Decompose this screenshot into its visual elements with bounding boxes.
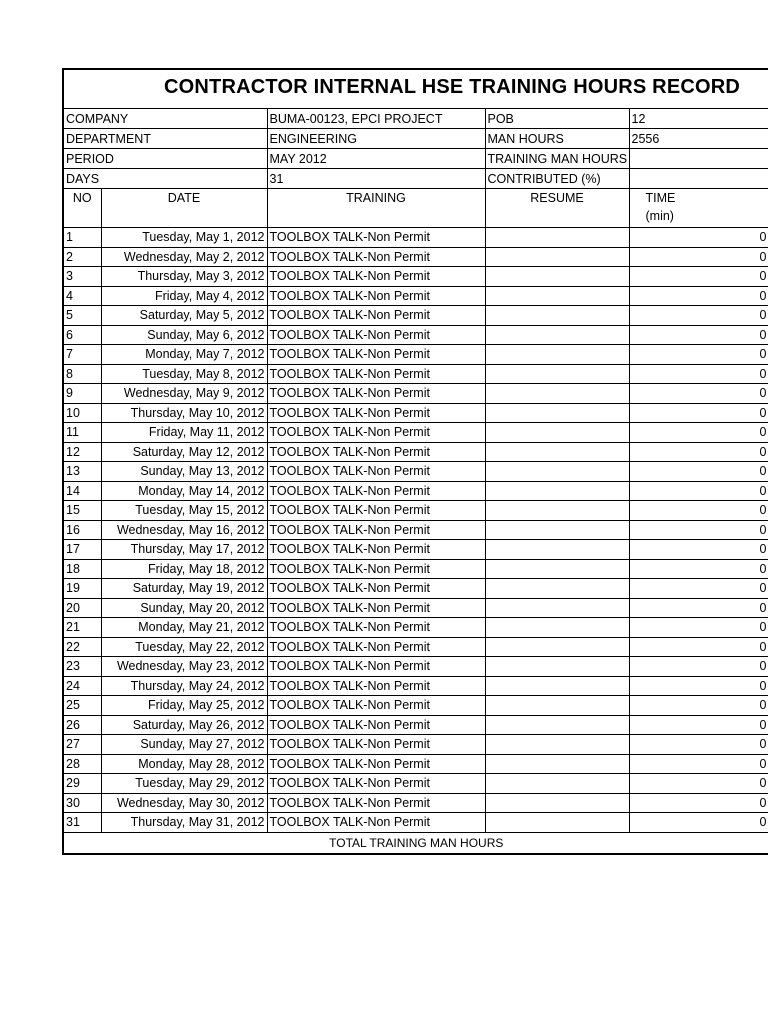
row-training: TOOLBOX TALK-Non Permit	[267, 676, 485, 696]
row-time: 0	[629, 325, 768, 345]
row-resume	[485, 735, 629, 755]
row-date: Thursday, May 31, 2012	[101, 813, 267, 833]
row-resume	[485, 793, 629, 813]
row-no: 14	[63, 481, 101, 501]
table-row	[63, 286, 768, 306]
row-training: TOOLBOX TALK-Non Permit	[267, 286, 485, 306]
row-training: TOOLBOX TALK-Non Permit	[267, 325, 485, 345]
row-no: 30	[63, 793, 101, 813]
row-training: TOOLBOX TALK-Non Permit	[267, 754, 485, 774]
column-header-no: NO	[63, 189, 101, 228]
row-training: TOOLBOX TALK-Non Permit	[267, 462, 485, 482]
row-date: Friday, May 4, 2012	[101, 286, 267, 306]
row-training: TOOLBOX TALK-Non Permit	[267, 228, 485, 248]
page-title: CONTRACTOR INTERNAL HSE TRAINING HOURS RECORD	[164, 76, 741, 98]
table-row	[63, 715, 768, 735]
row-no: 6	[63, 325, 101, 345]
row-date: Friday, May 11, 2012	[101, 423, 267, 443]
row-resume	[485, 540, 629, 560]
row-date: Saturday, May 5, 2012	[101, 306, 267, 326]
row-time: 0	[629, 481, 768, 501]
row-time: 0	[629, 735, 768, 755]
row-date: Saturday, May 12, 2012	[101, 442, 267, 462]
row-resume	[485, 462, 629, 482]
row-time: 0	[629, 423, 768, 443]
info-label2: CONTRIBUTED (%)	[485, 169, 629, 189]
row-time: 0	[629, 364, 768, 384]
table-row	[63, 364, 768, 384]
row-date: Thursday, May 17, 2012	[101, 540, 267, 560]
info-label: COMPANY	[63, 109, 267, 129]
row-no: 24	[63, 676, 101, 696]
info-row-department	[63, 129, 768, 149]
info-value: ENGINEERING	[267, 129, 485, 149]
row-time: 0	[629, 286, 768, 306]
row-time: 0	[629, 813, 768, 833]
total-row	[63, 832, 768, 854]
row-time: 0	[629, 715, 768, 735]
row-resume	[485, 579, 629, 599]
row-training: TOOLBOX TALK-Non Permit	[267, 618, 485, 638]
table-row	[63, 540, 768, 560]
row-training: TOOLBOX TALK-Non Permit	[267, 442, 485, 462]
row-training: TOOLBOX TALK-Non Permit	[267, 813, 485, 833]
row-training: TOOLBOX TALK-Non Permit	[267, 481, 485, 501]
row-resume	[485, 384, 629, 404]
row-training: TOOLBOX TALK-Non Permit	[267, 403, 485, 423]
row-resume	[485, 559, 629, 579]
row-time: 0	[629, 754, 768, 774]
row-date: Wednesday, May 23, 2012	[101, 657, 267, 677]
row-resume	[485, 520, 629, 540]
info-label2: MAN HOURS	[485, 129, 629, 149]
row-training: TOOLBOX TALK-Non Permit	[267, 423, 485, 443]
info-value: BUMA-00123, EPCI PROJECT	[267, 109, 485, 129]
info-value: MAY 2012	[267, 149, 485, 169]
row-training: TOOLBOX TALK-Non Permit	[267, 598, 485, 618]
row-date: Sunday, May 6, 2012	[101, 325, 267, 345]
row-no: 26	[63, 715, 101, 735]
row-resume	[485, 774, 629, 794]
info-label2: POB	[485, 109, 629, 129]
table-row	[63, 228, 768, 248]
row-no: 12	[63, 442, 101, 462]
row-no: 17	[63, 540, 101, 560]
row-training: TOOLBOX TALK-Non Permit	[267, 267, 485, 287]
info-value2: 12	[629, 109, 768, 129]
row-no: 27	[63, 735, 101, 755]
row-resume	[485, 754, 629, 774]
row-training: TOOLBOX TALK-Non Permit	[267, 559, 485, 579]
row-date: Sunday, May 13, 2012	[101, 462, 267, 482]
row-training: TOOLBOX TALK-Non Permit	[267, 345, 485, 365]
column-header-date: DATE	[101, 189, 267, 228]
row-no: 11	[63, 423, 101, 443]
row-resume	[485, 696, 629, 716]
table-row	[63, 247, 768, 267]
table-row	[63, 403, 768, 423]
row-date: Sunday, May 20, 2012	[101, 598, 267, 618]
row-no: 7	[63, 345, 101, 365]
row-date: Tuesday, May 29, 2012	[101, 774, 267, 794]
row-training: TOOLBOX TALK-Non Permit	[267, 696, 485, 716]
row-resume	[485, 228, 629, 248]
table-row	[63, 735, 768, 755]
table-row	[63, 384, 768, 404]
row-no: 8	[63, 364, 101, 384]
row-time: 0	[629, 384, 768, 404]
record-table	[62, 108, 768, 855]
row-no: 25	[63, 696, 101, 716]
row-time: 0	[629, 598, 768, 618]
table-row	[63, 267, 768, 287]
table-row	[63, 481, 768, 501]
row-resume	[485, 247, 629, 267]
row-date: Thursday, May 3, 2012	[101, 267, 267, 287]
row-training: TOOLBOX TALK-Non Permit	[267, 520, 485, 540]
row-resume	[485, 618, 629, 638]
row-resume	[485, 637, 629, 657]
row-date: Tuesday, May 22, 2012	[101, 637, 267, 657]
row-date: Monday, May 7, 2012	[101, 345, 267, 365]
row-resume	[485, 403, 629, 423]
row-date: Friday, May 18, 2012	[101, 559, 267, 579]
total-label: TOTAL TRAINING MAN HOURS	[63, 832, 768, 854]
row-training: TOOLBOX TALK-Non Permit	[267, 364, 485, 384]
table-row	[63, 423, 768, 443]
table-row	[63, 676, 768, 696]
table-row	[63, 462, 768, 482]
row-time: 0	[629, 520, 768, 540]
row-resume	[485, 501, 629, 521]
table-row	[63, 813, 768, 833]
row-training: TOOLBOX TALK-Non Permit	[267, 579, 485, 599]
row-time: 0	[629, 559, 768, 579]
row-no: 23	[63, 657, 101, 677]
row-date: Tuesday, May 8, 2012	[101, 364, 267, 384]
row-no: 16	[63, 520, 101, 540]
info-row-period	[63, 149, 768, 169]
table-row	[63, 774, 768, 794]
row-no: 13	[63, 462, 101, 482]
row-no: 2	[63, 247, 101, 267]
row-date: Monday, May 14, 2012	[101, 481, 267, 501]
row-no: 28	[63, 754, 101, 774]
row-no: 21	[63, 618, 101, 638]
row-training: TOOLBOX TALK-Non Permit	[267, 384, 485, 404]
row-no: 1	[63, 228, 101, 248]
row-date: Monday, May 21, 2012	[101, 618, 267, 638]
row-date: Thursday, May 24, 2012	[101, 676, 267, 696]
row-date: Wednesday, May 2, 2012	[101, 247, 267, 267]
row-training: TOOLBOX TALK-Non Permit	[267, 715, 485, 735]
column-header-row	[63, 189, 768, 228]
row-no: 10	[63, 403, 101, 423]
row-no: 18	[63, 559, 101, 579]
row-date: Wednesday, May 9, 2012	[101, 384, 267, 404]
row-training: TOOLBOX TALK-Non Permit	[267, 247, 485, 267]
row-date: Tuesday, May 1, 2012	[101, 228, 267, 248]
row-time: 0	[629, 696, 768, 716]
table-row	[63, 793, 768, 813]
info-row-company	[63, 109, 768, 129]
table-row	[63, 325, 768, 345]
row-time: 0	[629, 618, 768, 638]
row-resume	[485, 813, 629, 833]
row-training: TOOLBOX TALK-Non Permit	[267, 306, 485, 326]
row-resume	[485, 481, 629, 501]
data-section	[63, 228, 768, 833]
info-value2	[629, 149, 768, 169]
info-label: PERIOD	[63, 149, 267, 169]
row-resume	[485, 306, 629, 326]
row-training: TOOLBOX TALK-Non Permit	[267, 793, 485, 813]
row-resume	[485, 676, 629, 696]
row-training: TOOLBOX TALK-Non Permit	[267, 637, 485, 657]
row-time: 0	[629, 267, 768, 287]
row-time: 0	[629, 501, 768, 521]
column-header-time-unit: (min)	[645, 209, 674, 223]
table-row	[63, 657, 768, 677]
info-value: 31	[267, 169, 485, 189]
row-resume	[485, 598, 629, 618]
column-header-resume: RESUME	[485, 189, 629, 228]
row-resume	[485, 657, 629, 677]
row-no: 5	[63, 306, 101, 326]
row-date: Wednesday, May 16, 2012	[101, 520, 267, 540]
table-row	[63, 345, 768, 365]
table-row	[63, 442, 768, 462]
row-resume	[485, 325, 629, 345]
row-time: 0	[629, 345, 768, 365]
row-date: Sunday, May 27, 2012	[101, 735, 267, 755]
row-no: 9	[63, 384, 101, 404]
info-label: DAYS	[63, 169, 267, 189]
info-label: DEPARTMENT	[63, 129, 267, 149]
row-resume	[485, 267, 629, 287]
row-resume	[485, 423, 629, 443]
row-no: 3	[63, 267, 101, 287]
row-resume	[485, 364, 629, 384]
table-row	[63, 559, 768, 579]
row-date: Tuesday, May 15, 2012	[101, 501, 267, 521]
row-time: 0	[629, 228, 768, 248]
row-time: 0	[629, 306, 768, 326]
row-date: Friday, May 25, 2012	[101, 696, 267, 716]
table-row	[63, 501, 768, 521]
row-training: TOOLBOX TALK-Non Permit	[267, 774, 485, 794]
row-training: TOOLBOX TALK-Non Permit	[267, 735, 485, 755]
row-time: 0	[629, 442, 768, 462]
row-training: TOOLBOX TALK-Non Permit	[267, 540, 485, 560]
table-row	[63, 520, 768, 540]
row-time: 0	[629, 793, 768, 813]
row-resume	[485, 715, 629, 735]
column-header-time	[629, 189, 768, 228]
info-label2: TRAINING MAN HOURS	[485, 149, 629, 169]
title-box	[62, 68, 768, 108]
table-row	[63, 579, 768, 599]
row-time: 0	[629, 403, 768, 423]
table-row	[63, 696, 768, 716]
row-time: 0	[629, 579, 768, 599]
row-time: 0	[629, 462, 768, 482]
row-no: 4	[63, 286, 101, 306]
table-row	[63, 637, 768, 657]
info-value2	[629, 169, 768, 189]
info-value2: 2556	[629, 129, 768, 149]
row-training: TOOLBOX TALK-Non Permit	[267, 657, 485, 677]
table-row	[63, 306, 768, 326]
row-date: Saturday, May 26, 2012	[101, 715, 267, 735]
info-row-days	[63, 169, 768, 189]
row-no: 19	[63, 579, 101, 599]
row-resume	[485, 442, 629, 462]
row-no: 15	[63, 501, 101, 521]
row-date: Wednesday, May 30, 2012	[101, 793, 267, 813]
row-resume	[485, 345, 629, 365]
row-no: 31	[63, 813, 101, 833]
table-row	[63, 598, 768, 618]
column-header-time-label: TIME	[645, 191, 676, 205]
table-row	[63, 754, 768, 774]
row-time: 0	[629, 676, 768, 696]
table-row	[63, 618, 768, 638]
row-resume	[485, 286, 629, 306]
row-no: 22	[63, 637, 101, 657]
info-section	[63, 109, 768, 228]
row-time: 0	[629, 540, 768, 560]
row-time: 0	[629, 247, 768, 267]
row-date: Monday, May 28, 2012	[101, 754, 267, 774]
row-no: 20	[63, 598, 101, 618]
row-date: Thursday, May 10, 2012	[101, 403, 267, 423]
row-no: 29	[63, 774, 101, 794]
row-training: TOOLBOX TALK-Non Permit	[267, 501, 485, 521]
row-time: 0	[629, 657, 768, 677]
row-date: Saturday, May 19, 2012	[101, 579, 267, 599]
column-header-training: TRAINING	[267, 189, 485, 228]
row-time: 0	[629, 637, 768, 657]
row-time: 0	[629, 774, 768, 794]
